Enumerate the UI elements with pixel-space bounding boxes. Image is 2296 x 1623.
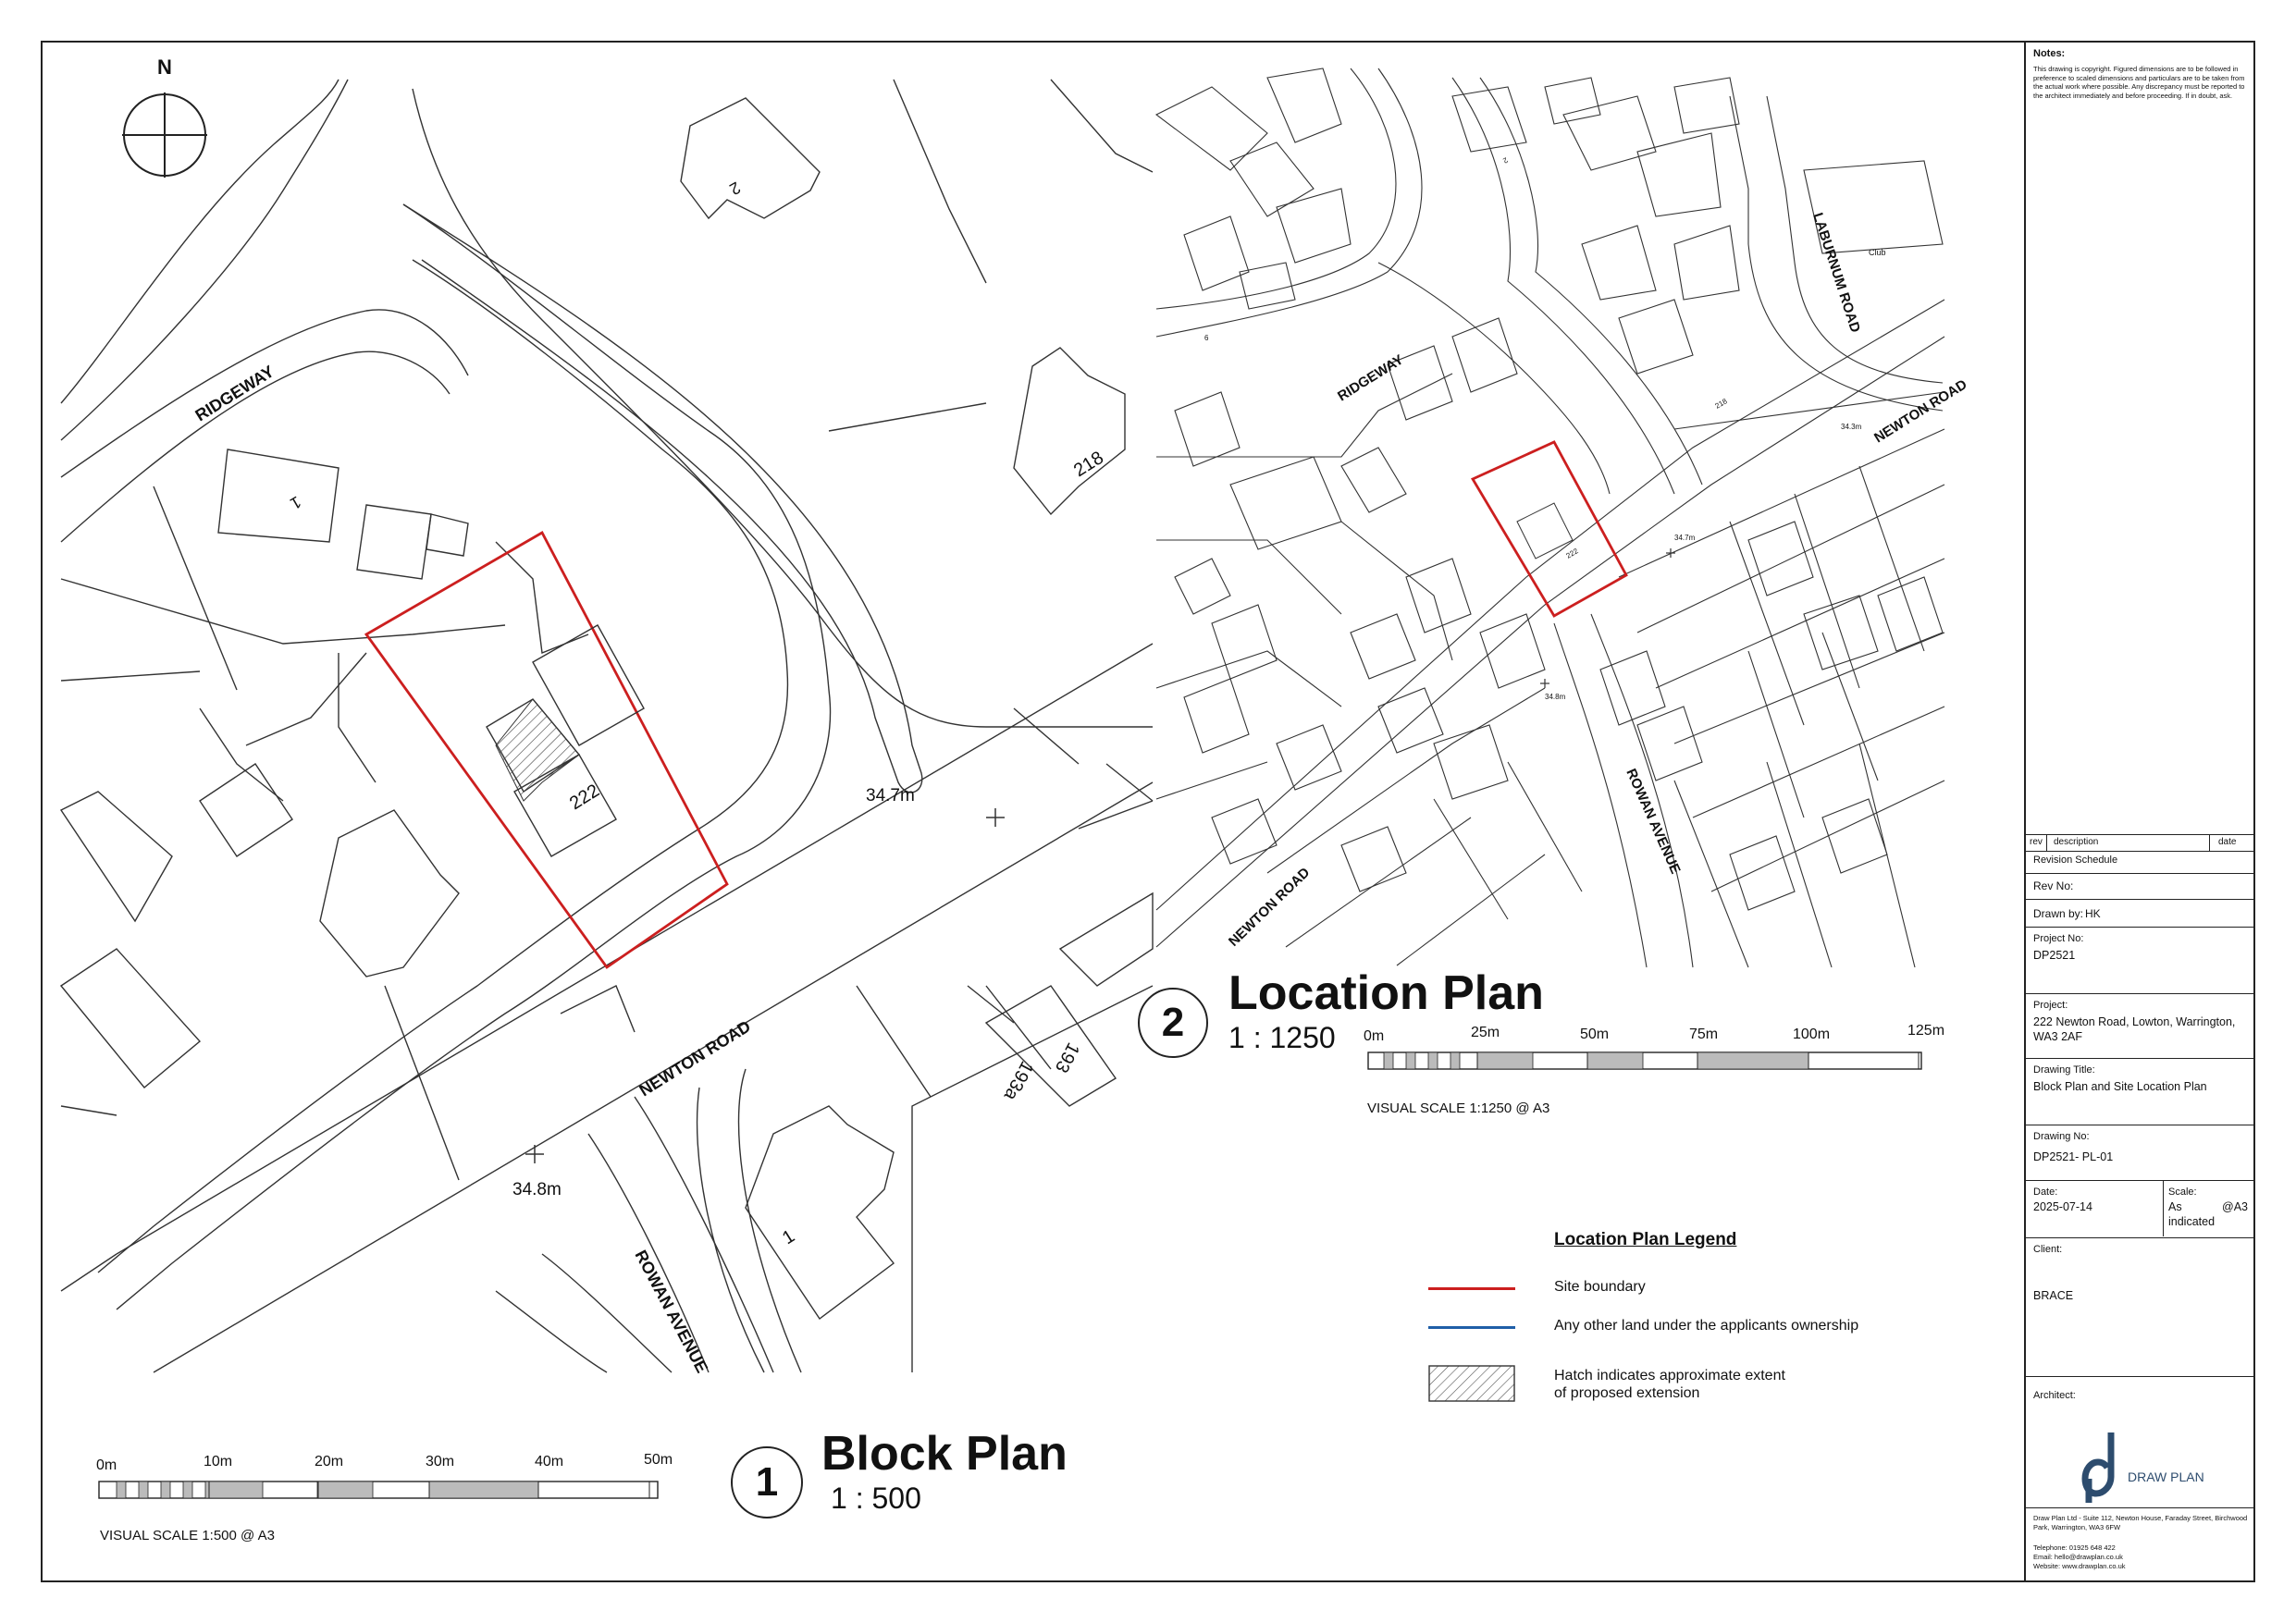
legend-other-land-swatch bbox=[1428, 1326, 1515, 1329]
rev-no-label: Rev No: bbox=[2033, 879, 2074, 892]
road-label: ROWAN AVENUE bbox=[1623, 766, 1684, 877]
draw-plan-logo-icon bbox=[2083, 1429, 2120, 1503]
spot-height: 34.7m bbox=[866, 786, 915, 805]
location-plan-map bbox=[1156, 59, 1970, 967]
scale-tick: 75m bbox=[1689, 1027, 1719, 1042]
rev-no-row bbox=[2026, 873, 2253, 897]
scale-tick: 40m bbox=[535, 1454, 564, 1469]
road-label: NEWTON ROAD bbox=[636, 1016, 754, 1100]
drawn-by-row bbox=[2026, 899, 2253, 927]
block-scale-graphic bbox=[98, 1480, 660, 1502]
title-block bbox=[2024, 43, 2253, 1580]
description-header: description bbox=[2054, 837, 2099, 847]
plot-label: 2 bbox=[726, 178, 744, 199]
road-label: ROWAN AVENUE bbox=[631, 1247, 712, 1376]
scale-tick: 0m bbox=[96, 1457, 117, 1473]
rev-header: rev bbox=[2030, 837, 2043, 847]
architect-label: Architect: bbox=[2033, 1390, 2076, 1401]
drawing-sheet bbox=[41, 41, 2255, 1582]
client-label: Client: bbox=[2033, 1244, 2063, 1255]
spot-height: 34.8m bbox=[512, 1180, 562, 1199]
block-plan-number: 1 bbox=[731, 1446, 803, 1518]
scale-tick: 100m bbox=[1793, 1027, 1831, 1042]
date-value: 2025-07-14 bbox=[2033, 1200, 2092, 1213]
company-row bbox=[2026, 1507, 2253, 1580]
project-no-row bbox=[2026, 927, 2253, 993]
location-plan-number: 2 bbox=[1138, 988, 1208, 1058]
scale-tick: 0m bbox=[1364, 1028, 1385, 1044]
location-scale-graphic bbox=[1367, 1051, 1926, 1073]
north-arrow-icon bbox=[120, 91, 209, 179]
project-no-value: DP2521 bbox=[2033, 949, 2076, 962]
drawing-title-label: Drawing Title: bbox=[2033, 1064, 2095, 1076]
date-header: date bbox=[2218, 837, 2237, 847]
plot-label: 193a bbox=[999, 1057, 1038, 1104]
company-email: Email: hello@drawplan.co.uk bbox=[2033, 1553, 2123, 1561]
company-address: Draw Plan Ltd - Suite 112, Newton House, Faraday Street, Birchwood Park, Warrington, WA3 6FW bbox=[2033, 1514, 2248, 1531]
revision-schedule bbox=[2026, 851, 2253, 869]
road-label: LABURNUM ROAD bbox=[1809, 210, 1864, 335]
road-label: RIDGEWAY bbox=[1335, 351, 1407, 405]
plot-label: 193 bbox=[1050, 1039, 1084, 1076]
legend-site-boundary-swatch bbox=[1428, 1287, 1515, 1290]
plot-label: 1 bbox=[778, 1225, 799, 1249]
project-no-label: Project No: bbox=[2033, 933, 2084, 944]
spot-height: 34.7m bbox=[1674, 534, 1696, 542]
plot-label: 6 bbox=[1204, 334, 1209, 342]
date-label: Date: bbox=[2033, 1187, 2058, 1198]
location-scale-caption: VISUAL SCALE 1:1250 @ A3 bbox=[1367, 1100, 1550, 1116]
revision-header bbox=[2026, 834, 2253, 851]
block-plan-title: Block Plan bbox=[821, 1427, 1068, 1481]
north-label: N bbox=[157, 55, 172, 79]
company-telephone: Telephone: 01925 648 422 bbox=[2033, 1543, 2116, 1552]
project-label: Project: bbox=[2033, 1000, 2068, 1011]
drawing-title-value: Block Plan and Site Location Plan bbox=[2033, 1080, 2207, 1093]
legend-other-land-label: Any other land under the applicants ownership bbox=[1554, 1318, 1859, 1334]
drawing-no-row bbox=[2026, 1125, 2253, 1180]
legend-site-boundary-label: Site boundary bbox=[1554, 1279, 1646, 1295]
date-scale-row bbox=[2026, 1180, 2253, 1237]
block-scale-bar bbox=[96, 1452, 688, 1522]
drawing-no-value: DP2521- PL-01 bbox=[2033, 1150, 2114, 1163]
architect-row bbox=[2026, 1376, 2253, 1509]
client-value: BRACE bbox=[2033, 1289, 2074, 1302]
legend-hatch-swatch bbox=[1428, 1365, 1515, 1402]
plot-label: 222 bbox=[565, 780, 603, 815]
drawn-by-value: HK bbox=[2085, 907, 2101, 920]
plot-label: 1 bbox=[287, 492, 304, 513]
drawn-by-label: Drawn by: bbox=[2033, 907, 2084, 920]
plot-label: 2 bbox=[1501, 155, 1510, 166]
project-value: 222 Newton Road, Lowton, Warrington, WA3 2AF bbox=[2033, 1015, 2236, 1043]
legend-title: Location Plan Legend bbox=[1554, 1230, 1737, 1249]
plot-label: Club bbox=[1869, 248, 1886, 257]
scale-label: Scale: bbox=[2168, 1187, 2197, 1198]
road-label: NEWTON ROAD bbox=[1225, 864, 1314, 950]
scale-tick: 25m bbox=[1471, 1025, 1500, 1040]
plot-label: 218 bbox=[1069, 447, 1107, 482]
company-website: Website: www.drawplan.co.uk bbox=[2033, 1562, 2126, 1570]
logo-text: DRAW PLAN bbox=[2128, 1469, 2204, 1484]
block-scale-caption: VISUAL SCALE 1:500 @ A3 bbox=[100, 1528, 275, 1543]
client-row bbox=[2026, 1237, 2253, 1367]
scale-tick: 125m bbox=[1907, 1023, 1945, 1039]
scale-value: As indicated bbox=[2168, 1200, 2216, 1228]
spot-height: 34.3m bbox=[1841, 423, 1862, 431]
scale-tick: 50m bbox=[1580, 1027, 1610, 1042]
drawing-title-row bbox=[2026, 1058, 2253, 1125]
scale-tick: 30m bbox=[426, 1454, 455, 1469]
revision-schedule-label: Revision Schedule bbox=[2033, 855, 2118, 866]
plot-label: 218 bbox=[1713, 397, 1729, 411]
scale-tick: 10m bbox=[204, 1454, 233, 1469]
legend-hatch-label: Hatch indicates approximate extent of proposed extension bbox=[1554, 1368, 1785, 1401]
scale-tick: 50m bbox=[644, 1452, 673, 1468]
project-row bbox=[2026, 993, 2253, 1058]
drawing-no-label: Drawing No: bbox=[2033, 1131, 2090, 1142]
road-label: RIDGEWAY bbox=[191, 362, 278, 425]
block-plan-scale: 1 : 500 bbox=[831, 1482, 921, 1515]
location-plan-scale: 1 : 1250 bbox=[1228, 1021, 1336, 1054]
scale-tick: 20m bbox=[315, 1454, 344, 1469]
paper-size: @A3 bbox=[2222, 1200, 2248, 1213]
location-plan-title: Location Plan bbox=[1228, 966, 1544, 1020]
block-plan-map bbox=[61, 61, 1153, 1376]
notes-text: This drawing is copyright. Figured dimensions are to be followed in preference to scaled dimensions and particulars are to be taken from the actual work where possible. Any discrepancy must be reported to the architect immediately and before proceeding. If in doubt, ask. bbox=[2033, 65, 2245, 100]
location-scale-bar bbox=[1364, 1023, 2002, 1093]
spot-height: 34.8m bbox=[1545, 693, 1566, 701]
plot-label: 222 bbox=[1564, 547, 1580, 560]
notes-label: Notes: bbox=[2033, 48, 2066, 59]
road-label: NEWTON ROAD bbox=[1871, 376, 1970, 447]
